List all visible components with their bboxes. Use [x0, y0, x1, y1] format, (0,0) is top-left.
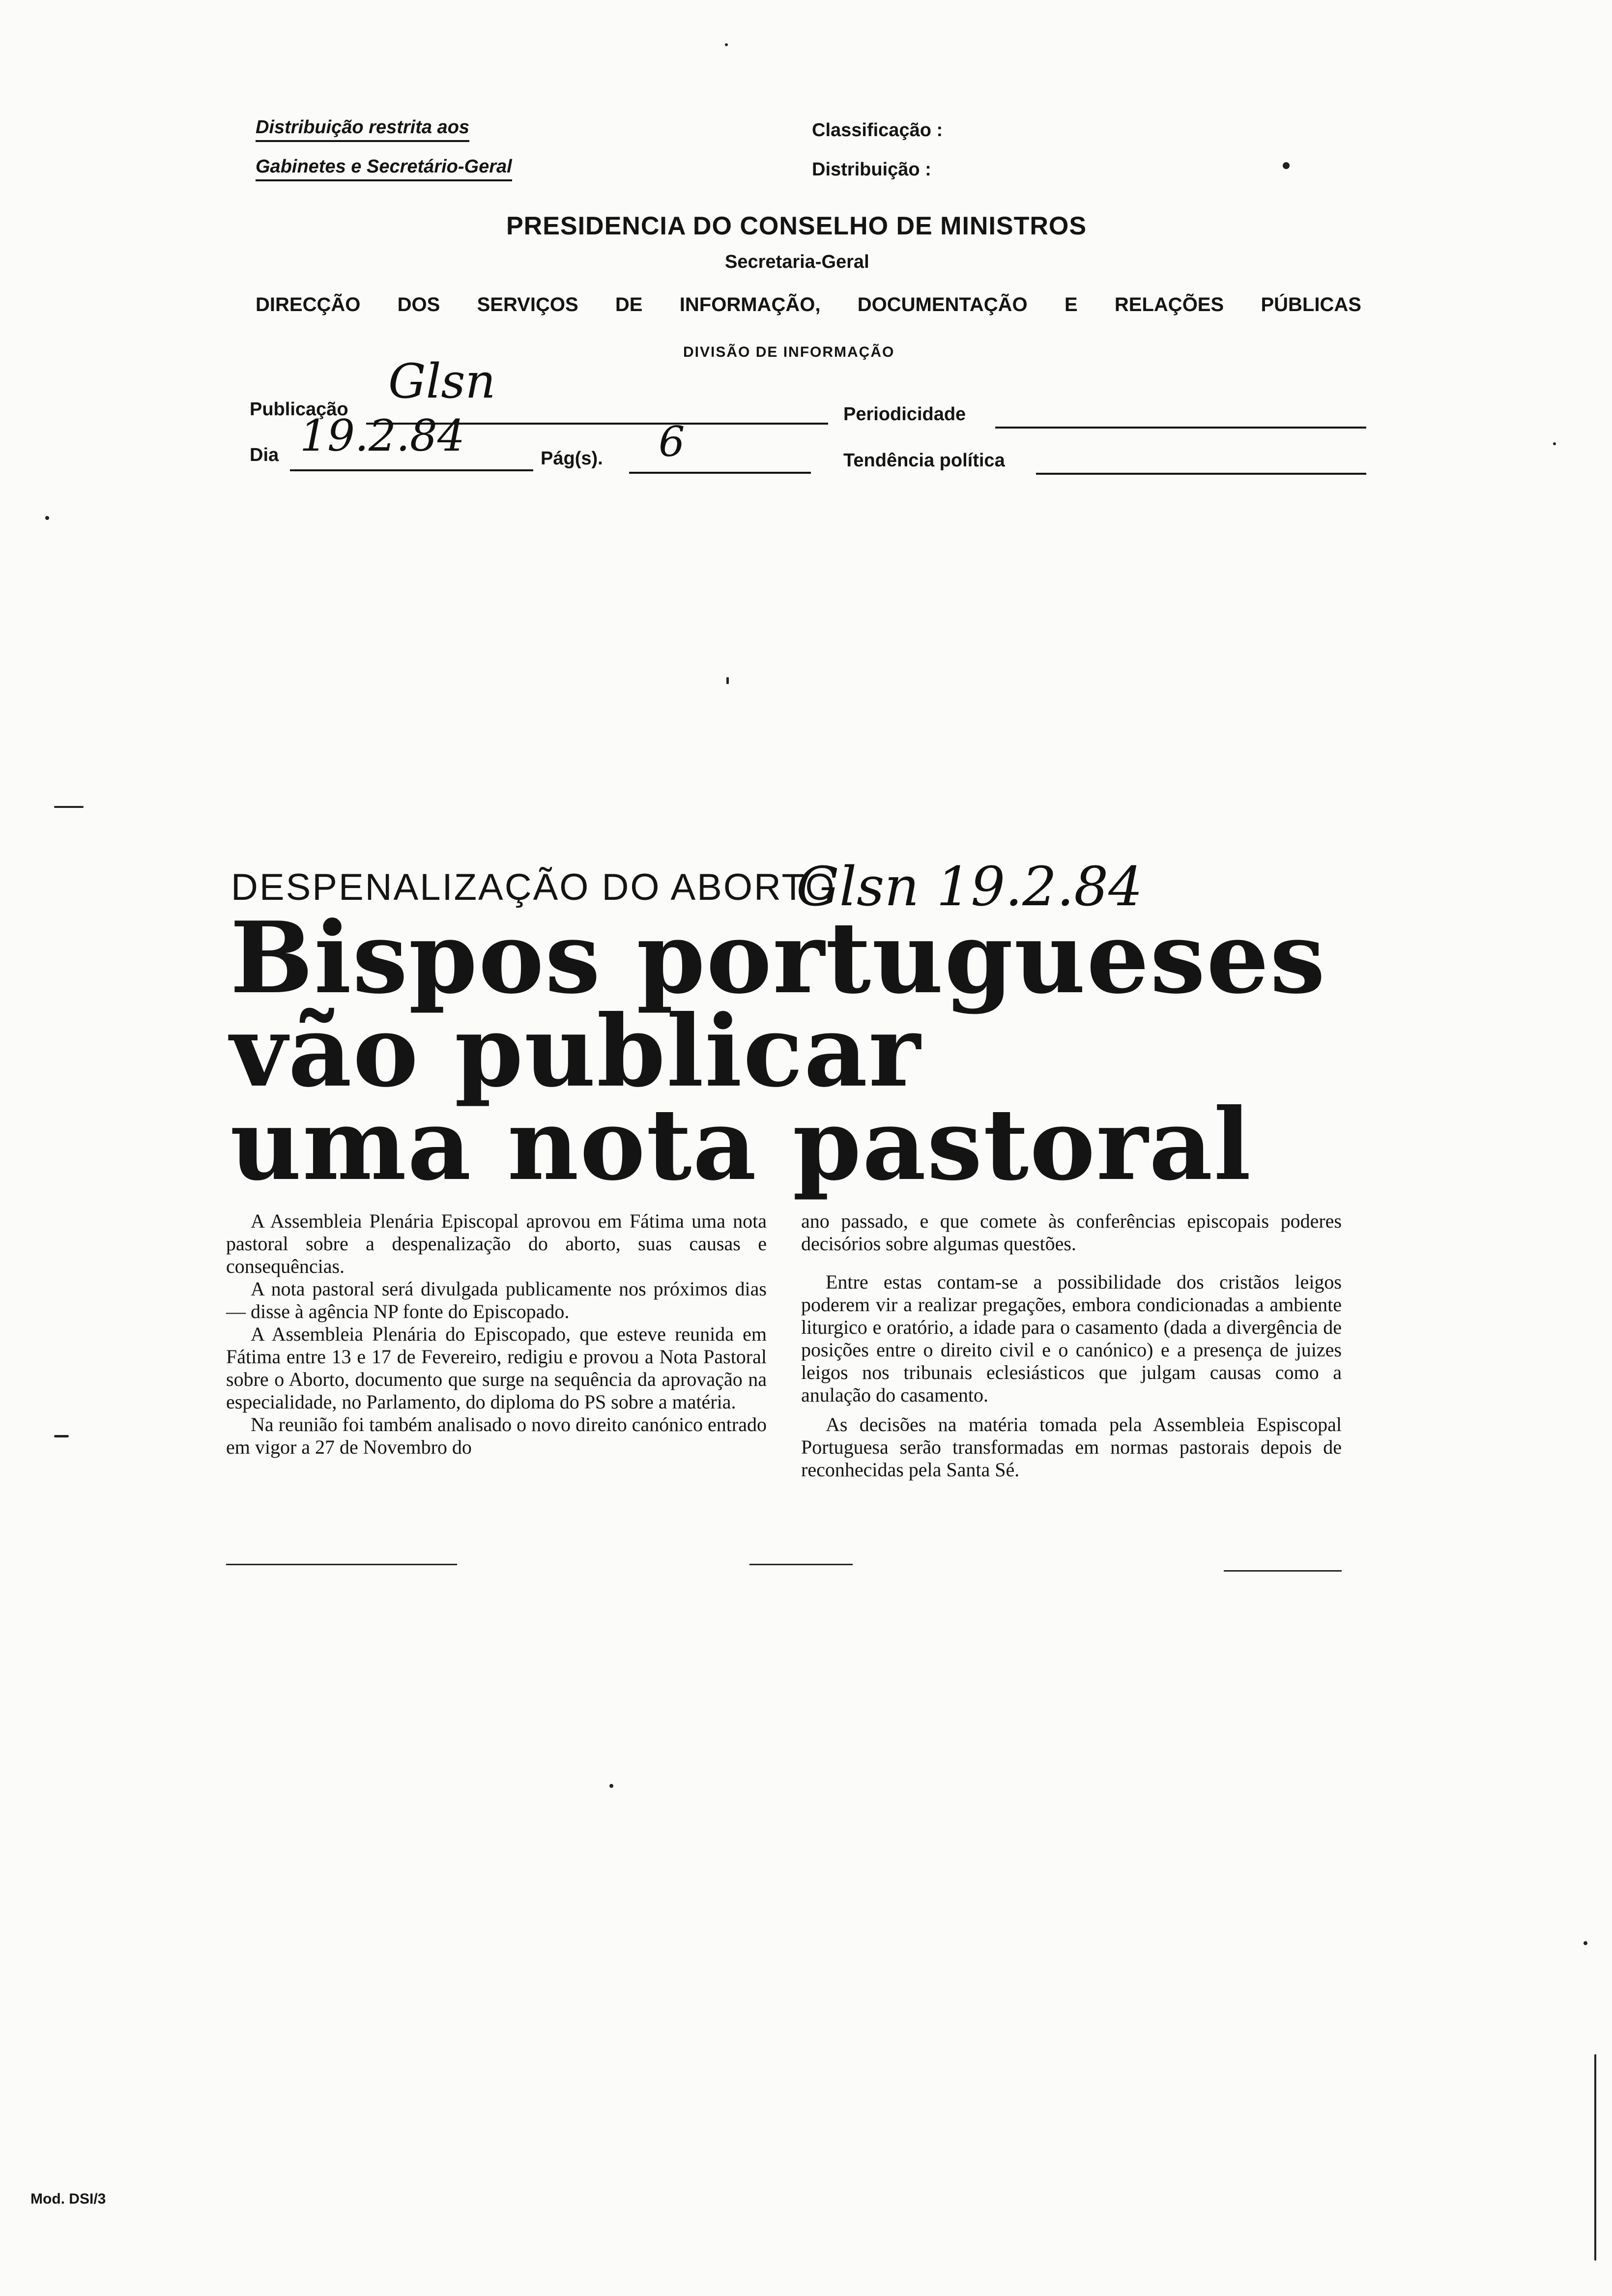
headline [230, 900, 1557, 1203]
direccao-word: E [1064, 294, 1078, 316]
direccao-word: DOCUMENTAÇÃO [857, 294, 1028, 316]
scan-speck [1594, 2054, 1596, 2261]
pags-value: 6 [659, 418, 685, 466]
divisao-informacao: DIVISÃO DE INFORMAÇÃO [683, 344, 895, 360]
headline-line: Bispos portugueses [230, 900, 1326, 1016]
scan-speck [1583, 1941, 1587, 1945]
dia-label: Dia [250, 445, 279, 465]
pags-label: Pág(s). [541, 448, 603, 469]
handwritten-note: Glsn 19.2.84 [796, 855, 1143, 918]
direccao-word: INFORMAÇÃO, [679, 294, 821, 316]
direccao-word: DIRECÇÃO [256, 294, 361, 316]
direccao-word: DOS [397, 294, 440, 316]
presidencia-title: PRESIDENCIA DO CONSELHO DE MINISTROS [506, 212, 1087, 240]
scan-speck [54, 1435, 69, 1437]
paragraph: A Assembleia Plenária Episcopal aprovou em Fátima uma nota pastoral sobre a despenalização do aborto, suas causas e consequências. [226, 1210, 767, 1277]
scan-speck [725, 43, 728, 46]
tendencia-label: Tendência política [843, 450, 1005, 471]
paragraph: Na reunião foi também analisado o novo direito canónico entrado em vigor a 27 de Novembro do [226, 1413, 767, 1458]
paragraph: ano passado, e que comete às conferências episcopais poderes decisórios sobre algumas questões. [801, 1210, 1342, 1255]
column-rule [226, 1564, 457, 1565]
periodicidade-line [995, 427, 1366, 429]
scan-speck [726, 677, 729, 684]
direccao-word: RELAÇÕES [1114, 294, 1224, 316]
tendencia-line [1036, 473, 1366, 475]
headline-line: uma nota pastoral [230, 1087, 1252, 1203]
article-column-1 [226, 1210, 767, 1459]
scan-speck [1283, 162, 1290, 169]
direccao-line [256, 294, 1361, 316]
distribution-line-1: Distribuição restrita aos [256, 117, 469, 142]
dia-line [290, 469, 533, 471]
article-kicker: DESPENALIZAÇÃO DO ABORTO [231, 866, 836, 908]
direccao-word: DE [615, 294, 643, 316]
classificacao-label: Classificação : [812, 120, 943, 141]
secretaria-geral: Secretaria-Geral [725, 252, 869, 272]
distribution-line-2: Gabinetes e Secretário-Geral [256, 156, 512, 181]
direccao-word: PÚBLICAS [1261, 294, 1361, 316]
pags-line [629, 472, 811, 474]
scan-speck [54, 806, 84, 808]
distribuicao-label: Distribuição : [812, 159, 931, 180]
article-column-2 [801, 1210, 1342, 1481]
headline-line: vão publicar [230, 994, 921, 1109]
publicacao-value: Glsn [388, 354, 496, 409]
column-rule [749, 1564, 853, 1565]
paragraph: As decisões na matéria tomada pela Assembleia Espiscopal Portuguesa serão transformadas em normas pastorais depois de reconhecidas pela Santa Sé. [801, 1413, 1342, 1481]
scan-speck [1553, 442, 1556, 445]
periodicidade-label: Periodicidade [843, 404, 966, 425]
dia-value: 19.2.84 [300, 410, 465, 461]
column-rule [1224, 1570, 1342, 1572]
scan-speck [609, 1784, 613, 1788]
scan-speck [45, 516, 49, 520]
paragraph: Entre estas contam-se a possibilidade dos cristãos leigos poderem vir a realizar pregações, embora condicionadas a ambiente liturgico e oratório, a idade para o casamento (dada a divergência de posições entre o direito civil e o canónico) e a presença de juizes leigos nos tribunais eclesiásticos que julgam causas como a anulação do casamento. [801, 1271, 1342, 1406]
form-model-code: Mod. DSI/3 [30, 2191, 106, 2207]
publicacao-label: Publicação [250, 399, 348, 420]
paragraph: A Assembleia Plenária do Episcopado, que esteve reunida em Fátima entre 13 e 17 de Fevereiro, redigiu e provou a Nota Pastoral sobre o Aborto, documento que surge na sequência da aprovação na especialidade, no Parlamento, do diploma do PS sobre a matéria. [226, 1323, 767, 1413]
paragraph: A nota pastoral será divulgada publicamente nos próximos dias — disse à agência NP fonte do Episcopado. [226, 1278, 767, 1322]
direccao-word: SERVIÇOS [477, 294, 578, 316]
